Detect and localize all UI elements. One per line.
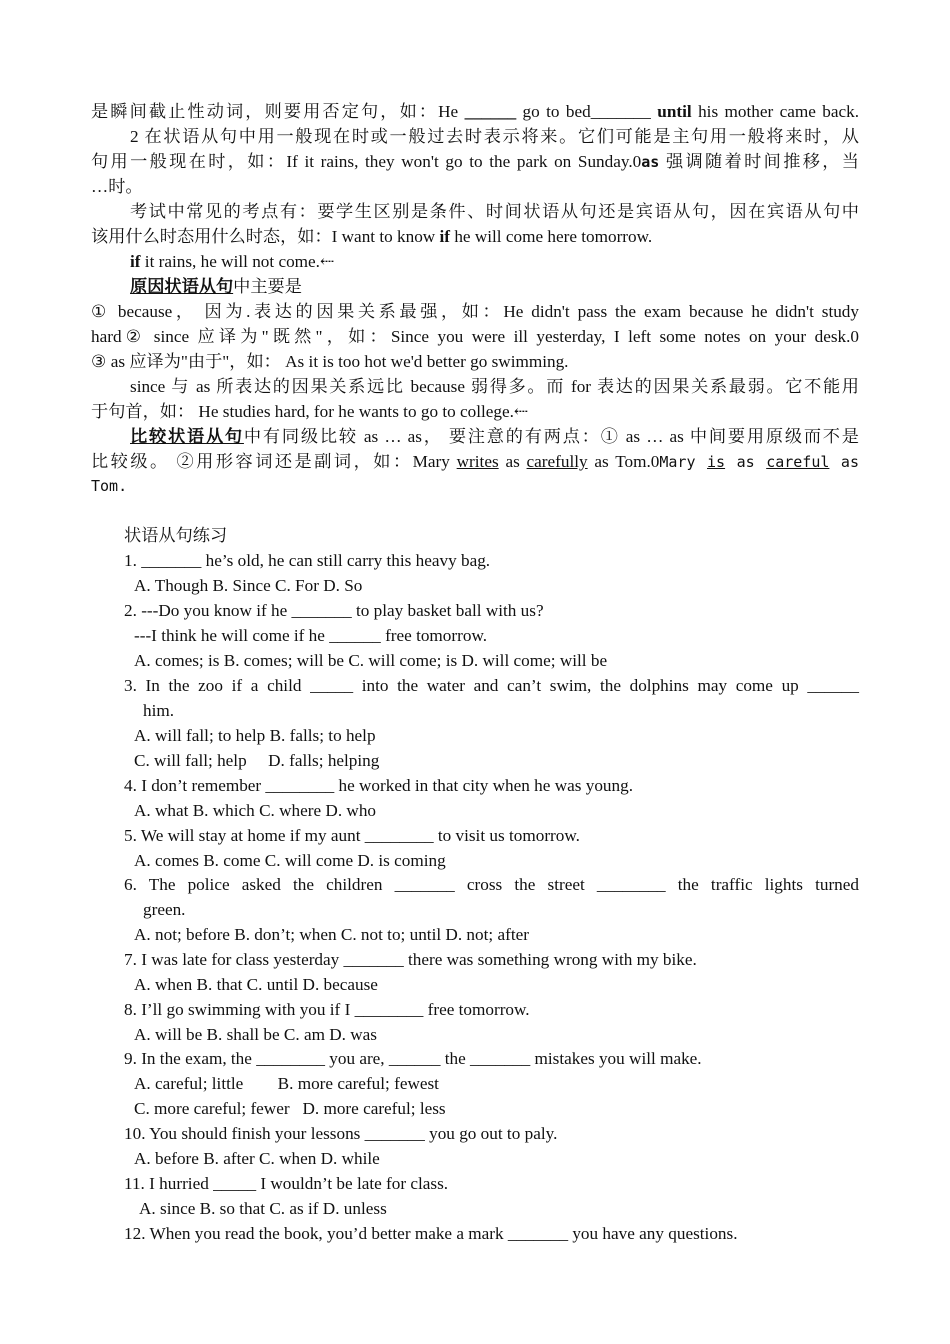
notes-line-16: Tom. xyxy=(91,477,128,495)
text: his mother came back. xyxy=(691,102,860,121)
exercise-title: 状语从句练习 xyxy=(124,526,228,545)
exercise-options: A. will be B. shall be C. am D. was xyxy=(134,1025,377,1044)
keyword-until: until xyxy=(657,102,692,121)
exercise-line: 11. I hurried _____ I wouldn’t be late for class. xyxy=(124,1174,449,1193)
section-heading-comparison: 比较状语从句 xyxy=(130,427,244,446)
text: Mary xyxy=(659,453,708,471)
underlined-word: writes xyxy=(456,452,499,471)
exercise-options: A. when B. that C. until D. because xyxy=(134,975,378,994)
exercise-options: A. what B. which C. where D. who xyxy=(134,801,377,820)
text: as xyxy=(725,453,767,471)
notes-line-11: ③ as 应译为"由于"，如： As it is too hot we'd better go swimming. xyxy=(91,352,569,371)
text: as xyxy=(498,452,527,471)
text: 句用一般现在时，如：If it rains, they won't go to the park on Sunday.0 xyxy=(91,152,642,171)
text: 该用什么时态用什么时态，如：I want to know xyxy=(91,227,440,246)
text: it rains, he will not come.⇠ xyxy=(140,252,335,271)
text: go to bed_______ xyxy=(516,102,658,121)
exercise-options: A. Though B. Since C. For D. So xyxy=(134,576,363,595)
text: as Tom.0 xyxy=(587,452,660,471)
text: ______ xyxy=(464,102,517,121)
section-heading-cause: 原因状语从句 xyxy=(130,277,234,296)
text: he will come here tomorrow. xyxy=(450,227,653,246)
notes-line-9: ① because， 因为.表达的因果关系最强，如：He didn't pass the exam because he didn't study xyxy=(91,302,859,321)
notes-line-12: since 与 as 所表达的因果关系远比 because 弱得多。而 for 表达的因果关系最弱。它不能用 xyxy=(130,377,859,396)
underlined-word: is xyxy=(707,453,726,471)
exercise-line: 1. _______ he’s old, he can still carry this heavy bag. xyxy=(124,551,491,570)
notes-line-15 xyxy=(91,449,859,475)
exercise-line: 10. You should finish your lessons _______ you go out to paly. xyxy=(124,1124,558,1143)
notes-line-10: hard② since 应译为"既然"，如：Since you were ill yesterday, I left some notes on your desk.0 xyxy=(91,327,859,346)
exercise-line: 3. In the zoo if a child _____ into the water and can’t swim, the dolphins may come up ______ xyxy=(124,676,859,695)
exercise-line: 6. The police asked the children _______ cross the street ________ the traffic lights turned xyxy=(124,875,859,894)
text: 中有同级比较 as … as， 要注意的有两点：① as … as 中间要用原级而不是 xyxy=(243,427,859,446)
exercise-line: 12. When you read the book, you’d better make a mark _______ you have any questions. xyxy=(124,1224,738,1243)
exercise-options: C. will fall; help D. falls; helping xyxy=(134,751,380,770)
keyword-if: if xyxy=(130,252,141,271)
text: 是瞬间截止性动词，则要用否定句，如：He xyxy=(91,102,465,121)
text: 比较级。 ②用形容词还是副词，如：Mary xyxy=(91,452,457,471)
text: as xyxy=(829,453,859,471)
notes-line-6 xyxy=(91,224,859,249)
keyword-if: if xyxy=(439,227,451,246)
notes-line-14 xyxy=(130,424,859,449)
exercise-line: 9. In the exam, the ________ you are, ______ the _______ mistakes you will make. xyxy=(124,1049,702,1068)
exercise-options: A. not; before B. don’t; when C. not to; until D. not; after xyxy=(134,925,529,944)
exercise-line: him. xyxy=(143,701,175,720)
text: 强调随着时间推移，当 xyxy=(659,152,859,171)
exercise-options: A. before B. after C. when D. while xyxy=(134,1149,380,1168)
exercise-line: 8. I’ll go swimming with you if I ________ free tomorrow. xyxy=(124,1000,530,1019)
exercise-line: 2. ---Do you know if he _______ to play basket ball with us? xyxy=(124,601,544,620)
exercise-options: C. more careful; fewer D. more careful; less xyxy=(134,1099,446,1118)
notes-line-5: 考试中常见的考点有：要学生区别是条件、时间状语从句还是宾语从句，因在宾语从句中 xyxy=(130,202,859,221)
exercise-options: A. will fall; to help B. falls; to help xyxy=(134,726,376,745)
notes-line-7 xyxy=(130,249,859,274)
notes-line-13: 于句首，如： He studies hard, for he wants to go to college.⇠ xyxy=(91,402,529,421)
exercise-line: 7. I was late for class yesterday _______ there was something wrong with my bike. xyxy=(124,950,697,969)
exercise-options: A. careful; little B. more careful; fewest xyxy=(134,1074,439,1093)
text: 中主要是 xyxy=(233,277,302,296)
notes-line-4: …时。 xyxy=(91,177,143,196)
notes-line-8 xyxy=(130,274,859,299)
exercise-options: A. since B. so that C. as if D. unless xyxy=(139,1199,387,1218)
exercise-options: A. comes B. come C. will come D. is coming xyxy=(134,851,446,870)
notes-line-1 xyxy=(91,99,859,124)
exercise-line: ---I think he will come if he ______ free tomorrow. xyxy=(134,626,488,645)
exercise-options: A. comes; is B. comes; will be C. will come; is D. will come; will be xyxy=(134,651,608,670)
notes-line-3 xyxy=(91,149,859,175)
notes-line-2: 2 在状语从句中用一般现在时或一般过去时表示将来。它们可能是主句用一般将来时，从 xyxy=(130,127,859,146)
exercise-line: 4. I don’t remember ________ he worked in that city when he was young. xyxy=(124,776,633,795)
underlined-word: carefully xyxy=(526,452,588,471)
underlined-word: careful xyxy=(766,453,830,471)
keyword-as: as xyxy=(641,153,660,171)
exercise-line: 5. We will stay at home if my aunt ________ to visit us tomorrow. xyxy=(124,826,580,845)
exercise-line: green. xyxy=(143,900,186,919)
